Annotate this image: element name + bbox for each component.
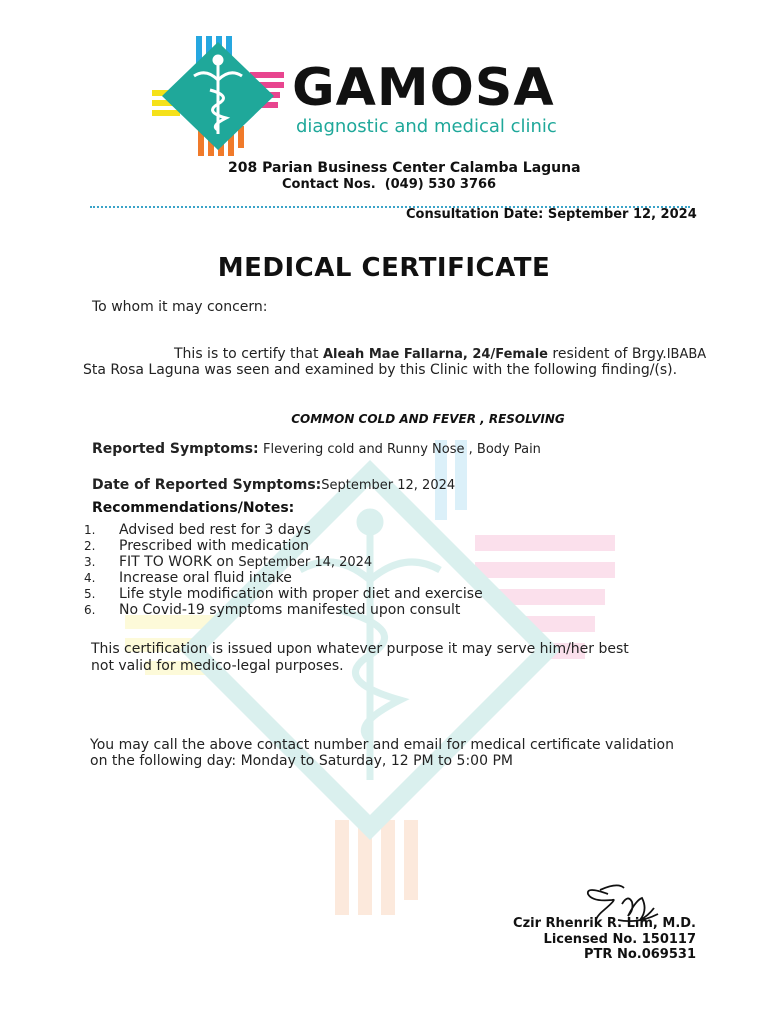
doctor-ptr: PTR No.069531 xyxy=(584,947,696,962)
list-text: Prescribed with medication xyxy=(119,538,310,554)
certify-line-2: Sta Rosa Laguna was seen and examined by this Clinic with the following finding/(s). xyxy=(83,362,678,378)
list-text: Increase oral fluid intake xyxy=(119,570,292,586)
greeting: To whom it may concern: xyxy=(92,299,268,315)
reported-symptoms-label: Reported Symptoms: xyxy=(92,441,259,457)
issued-statement-line-2: not valid for medico-legal purposes. xyxy=(91,658,344,674)
patient-name: Aleah Mae Fallarna, 24/Female xyxy=(322,347,548,362)
list-text xyxy=(119,554,372,571)
validation-note-line-2: on the following day: Monday to Saturday, 12 PM to 5:00 PM xyxy=(90,753,513,769)
symptoms-date-value: September 12, 2024 xyxy=(321,478,456,493)
clinic-tagline: diagnostic and medical clinic xyxy=(296,116,557,137)
symptoms-date-label: Date of Reported Symptoms: xyxy=(92,477,322,493)
consultation-date xyxy=(406,207,697,224)
validation-note-line-1: You may call the above contact number and email for medical certificate validation xyxy=(90,737,674,753)
list-number: 3. xyxy=(84,555,96,569)
consultation-date-label: Consultation Date: xyxy=(406,207,544,222)
issued-statement-line-1: This certification is issued upon whatever purpose it may serve him/her best xyxy=(91,641,629,657)
clinic-address: 208 Parian Business Center Calamba Laguna xyxy=(228,160,581,176)
certify-mid: resident of Brgy. xyxy=(547,346,667,362)
list-number: 6. xyxy=(84,603,96,617)
reported-symptoms xyxy=(92,441,541,458)
consultation-date-value: September 12, 2024 xyxy=(547,207,697,222)
list-number: 5. xyxy=(84,587,96,601)
list-number: 2. xyxy=(84,539,96,553)
list-text: Advised bed rest for 3 days xyxy=(119,522,311,538)
doctor-license: Licensed No. 150117 xyxy=(543,932,696,947)
reported-symptoms-value: Flevering cold and Runny Nose , Body Pain xyxy=(263,442,541,457)
clinic-logo xyxy=(150,34,286,158)
list-text: Life style modification with proper diet and exercise xyxy=(119,586,483,602)
list-text: No Covid-19 symptoms manifested upon consult xyxy=(119,602,461,618)
symptoms-date xyxy=(92,477,455,494)
fit-to-work-date: September 14, 2024 xyxy=(238,555,373,570)
barangay: IBABA xyxy=(666,347,707,362)
clinic-contact: Contact Nos. (049) 530 3766 xyxy=(282,177,497,192)
list-number: 1. xyxy=(84,523,96,537)
list-number: 4. xyxy=(84,571,96,585)
certify-line-1 xyxy=(174,346,706,363)
fit-to-work-text: FIT TO WORK on xyxy=(119,554,239,570)
doctor-name: Czir Rhenrik R. Lim, M.D. xyxy=(513,916,696,931)
certify-prefix: This is to certify that xyxy=(174,346,323,362)
recommendations-label: Recommendations/Notes: xyxy=(92,500,295,516)
clinic-name: GAMOSA xyxy=(292,58,555,118)
diagnosis: COMMON COLD AND FEVER , RESOLVING xyxy=(291,412,565,426)
document-title: MEDICAL CERTIFICATE xyxy=(217,253,551,283)
